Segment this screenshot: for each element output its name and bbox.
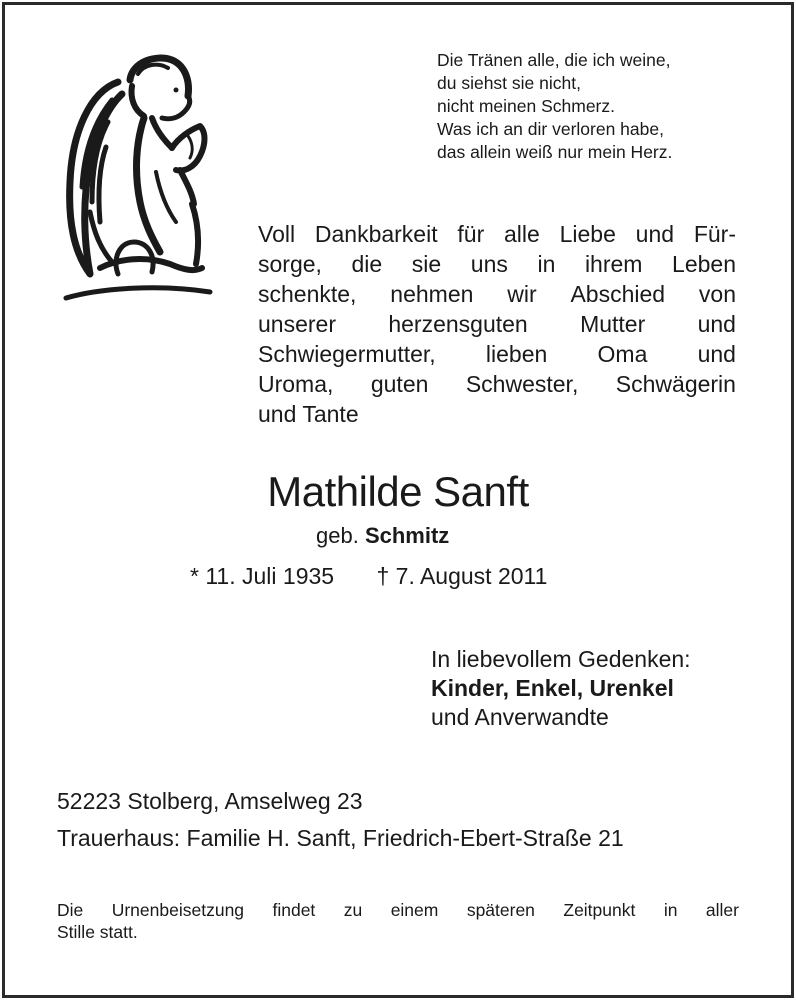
poem-line: Was ich an dir verloren habe, xyxy=(437,119,664,139)
word: herzensguten xyxy=(388,311,528,337)
word: von xyxy=(698,281,736,307)
word: Schwester, xyxy=(465,371,579,397)
word: späteren xyxy=(466,900,535,920)
poem-line: das allein weiß nur mein Herz. xyxy=(437,142,673,162)
word: aller xyxy=(705,900,739,920)
word: schenkte, xyxy=(258,281,357,307)
word: Leben xyxy=(672,251,736,277)
intro-line xyxy=(258,279,736,309)
word: Urnenbeisetzung xyxy=(111,900,245,920)
word: Mutter xyxy=(580,311,646,337)
burial-note xyxy=(57,899,739,943)
word: und xyxy=(697,341,736,367)
intro-line xyxy=(258,249,736,279)
intro-line xyxy=(258,369,736,399)
remembrance-family: Kinder, Enkel, Urenkel xyxy=(431,675,674,701)
intro-line xyxy=(258,219,736,249)
word: unserer xyxy=(258,311,336,337)
word: Zeitpunkt xyxy=(563,900,636,920)
word: findet xyxy=(272,900,316,920)
word: ihrem xyxy=(584,251,643,277)
remembrance xyxy=(431,645,691,732)
intro-line xyxy=(258,339,736,369)
birth-name-prefix: geb. xyxy=(316,523,359,548)
word: Schwägerin xyxy=(615,371,736,397)
word: die xyxy=(351,251,383,277)
intro-line: und Tante xyxy=(258,401,359,427)
word: lieben xyxy=(485,341,548,367)
birth-name-value: Schmitz xyxy=(364,523,450,548)
word: sie xyxy=(411,251,442,277)
word: für xyxy=(457,221,485,247)
word: Uroma, xyxy=(258,371,334,397)
word: in xyxy=(537,251,556,277)
word: Voll xyxy=(258,221,296,247)
intro-paragraph xyxy=(258,219,736,429)
remembrance-relatives: und Anverwandte xyxy=(431,704,609,730)
birth-date: * 11. Juli 1935 xyxy=(190,563,335,589)
death-date: † 7. August 2011 xyxy=(376,563,548,589)
poem-line: nicht meinen Schmerz. xyxy=(437,96,615,116)
word: in xyxy=(663,900,678,920)
burial-note-line xyxy=(57,899,739,921)
word: Liebe xyxy=(559,221,616,247)
word: Die xyxy=(57,900,84,920)
word: guten xyxy=(370,371,429,397)
deceased-name: Mathilde Sanft xyxy=(267,468,529,515)
praying-angel-icon xyxy=(60,52,216,304)
poem xyxy=(437,49,672,164)
word: und xyxy=(635,221,675,247)
word: und xyxy=(697,311,736,337)
poem-line: du siehst sie nicht, xyxy=(437,73,581,93)
word: alle xyxy=(504,221,540,247)
word: Abschied xyxy=(570,281,666,307)
word: einem xyxy=(390,900,439,920)
word: nehmen xyxy=(390,281,474,307)
birth-name xyxy=(316,523,449,549)
word: Oma xyxy=(597,341,648,367)
address-block xyxy=(57,783,624,857)
intro-line xyxy=(258,309,736,339)
poem-line: Die Tränen alle, die ich weine, xyxy=(437,50,671,70)
remembrance-heading: In liebevollem Gedenken: xyxy=(431,646,691,672)
word: uns xyxy=(470,251,508,277)
word: wir xyxy=(507,281,537,307)
word: sorge, xyxy=(258,251,322,277)
word: Dankbarkeit xyxy=(314,221,438,247)
life-dates xyxy=(190,563,547,590)
word: Für- xyxy=(693,221,736,247)
word: Schwiegermutter, xyxy=(258,341,436,367)
burial-note-line: Stille statt. xyxy=(57,922,138,942)
word: zu xyxy=(343,900,363,920)
mourning-house-line: Trauerhaus: Familie H. Sanft, Friedrich-Ebert-Straße 21 xyxy=(57,825,624,851)
address-line: 52223 Stolberg, Amselweg 23 xyxy=(57,788,363,814)
